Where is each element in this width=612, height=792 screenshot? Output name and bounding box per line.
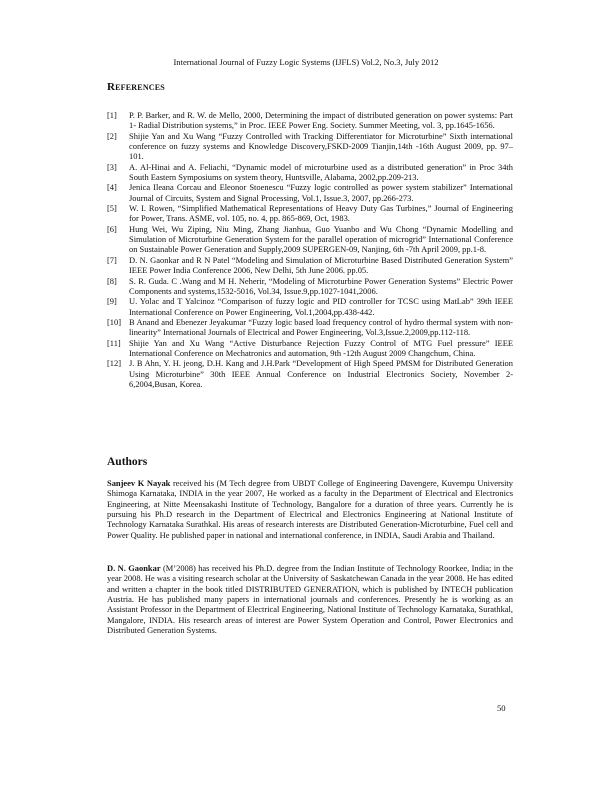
reference-text: Hung Wei, Wu Ziping, Niu Ming, Zhang Jianhua, Guo Yuanbo and Wu Chong “Dynamic Modelling and Simulation of Microturbine Generation System for the parallel operation of microgrid” International Conference on Sustainable Power Generation and Supply,2009 SUPERGEN-09, Nanjing, 6th -7th April 2009, pp.1-8. [129,223,513,255]
reference-item [107,162,513,183]
reference-text: A. Al-Hinai and A. Feliachi, “Dynamic model of microturbine used as a distributed generation” in Proc 34th South Eastern Symposiums on system theory, Huntsville, Alabama, 2002,pp.209-213. [129,161,513,183]
reference-item [107,358,513,389]
reference-item [107,296,513,317]
reference-item [107,276,513,297]
author-bio-text: (M’2008) has received his Ph.D. degree from the Indian Institute of Technology Roorkee, India; in the year 2008. He was a visiting research scholar at the University of Saskatchewan Canada in the year 2008. He has edited and written a chapter in the book titled DISTRIBUTED GENERATION, which is published by INTECH publication Austria. He has published many papers in international journals and conferences. Presently he is working as an Assistant Professor in the Department of Electrical Engineering, National Institute of Technology Karnataka, Surathkal, Mangalore, INDIA. His research areas of interest are Power System Operation and Control, Power Electronics and Distributed Generation Systems. [107,563,513,636]
reference-item [107,110,513,131]
authors-heading: Authors [107,456,148,468]
author-name: D. N. Gaonkar [107,563,161,573]
reference-item [107,131,513,162]
reference-number: [7] [107,254,117,265]
reference-number: [11] [107,337,121,348]
running-header: International Journal of Fuzzy Logic Systems (IJFLS) Vol.2, No.3, July 2012 [173,57,439,67]
references-heading: References [107,81,165,93]
reference-number: [1] [107,110,117,120]
reference-number: [4] [107,182,117,193]
reference-list [107,110,513,389]
reference-number: [2] [107,130,117,141]
reference-text: J. B Ahn, Y. H. jeong, D.H. Kang and J.H.Park “Development of High Speed PMSM for Distributed Generation Using Microturbine” 30th IEEE Annual Conference on Industrial Electronics Society, November 2-6,2004,Busan, Korea. [129,358,513,389]
reference-text: Jenica Ileana Corcau and Eleonor Stoenescu “Fuzzy logic controlled as power system stabilizer” International Journal of Circuits, System and Signal Processing, Vol.1, Issue.3, 2007, pp.266-273. [129,182,513,203]
reference-item [107,338,513,359]
reference-number: [3] [107,161,117,172]
reference-item [107,317,513,338]
page-number: 50 [497,703,506,713]
reference-number: [5] [107,203,117,214]
reference-text: W. I. Rowen, “Simplified Mathematical Representations of Heavy Duty Gas Turbines,” Journal of Engineering for Power, Trans. ASME, vol. 105, no. 4, pp. 865-869, Oct, 1983. [129,203,513,224]
reference-number: [6] [107,223,117,234]
reference-text: P. P. Barker, and R. W. de Mello, 2000, Determining the impact of distributed generation on power systems: Part 1- Radial Distribution systems,” in Proc. IEEE Power Eng. Society. Summer Meeting, vol. 3, pp.1645-1656. [129,110,513,131]
reference-number: [10] [107,316,122,327]
reference-text: Shijie Yan and Xu Wang “Fuzzy Controlled with Tracking Differentiator for Microturbine” Sixth international conference on fuzzy systems and Knowledge Discovery,FSKD-2009 Tianjin,14th -16th August 2009, pp. 97–101. [129,130,513,162]
author-name: Sanjeev K Nayak [107,478,171,488]
author-bio [107,563,513,635]
reference-item [107,203,513,224]
reference-text: S. R. Guda. C .Wang and M H. Neherir, “Modeling of Microturbine Power Generation Systems” Electric Power Components and systems,1532-5016, Vol.34, Issue.9,pp.1027-1041,2006. [129,275,513,296]
reference-number: [8] [107,275,117,286]
reference-item [107,182,513,203]
reference-number: [12] [107,358,122,369]
reference-text: D. N. Gaonkar and R N Patel “Modeling and Simulation of Microturbine Based Distributed Generation System” IEEE Power India Conference 2006, New Delhi, 5th June 2006. pp.05. [129,254,513,276]
reference-text: B Anand and Ebenezer Jeyakumar “Fuzzy logic based load frequency control of hydro thermal system with non-linearity” International Journals of Electrical and Power Engineering, Vol.3,Issue.2,2009,pp.112-118. [129,316,513,338]
author-bio [107,478,513,540]
reference-number: [9] [107,296,117,307]
reference-text: U. Yolac and T Yalcinoz “Comparison of fuzzy logic and PID controller for TCSC using MatLab” 39th IEEE International Conference on Power Engineering, Vol.1,2004,pp.438-442. [129,296,513,317]
author-bio-text: received his (M Tech degree from UBDT College of Engineering Davengere, Kuvempu University Shimoga Karnataka, INDIA in the year 2007, He worked as a faculty in the Department of Electrical and Electronics Engineering, at Nitte Meensakashi Institute of Technology, Bangalore for a duration of three years. Currently he is pursuing his Ph.D research in the Department of Electrical and Electronics Engineering at National Institute of Technology Karnataka Surathkal. His areas of research interests are Distributed Generation-Microturbine, Fuel cell and Power Quality. He published paper in national and international conference, in INDIA, Saudi Arabia and Thailand. [107,478,513,540]
reference-item [107,224,513,255]
reference-item [107,255,513,276]
reference-text: Shijie Yan and Xu Wang “Active Disturbance Rejection Fuzzy Control of MTG Fuel pressure” IEEE International Conference on Mechatronics and automation, 9th -12th August 2009 Changchum, China. [129,337,513,358]
